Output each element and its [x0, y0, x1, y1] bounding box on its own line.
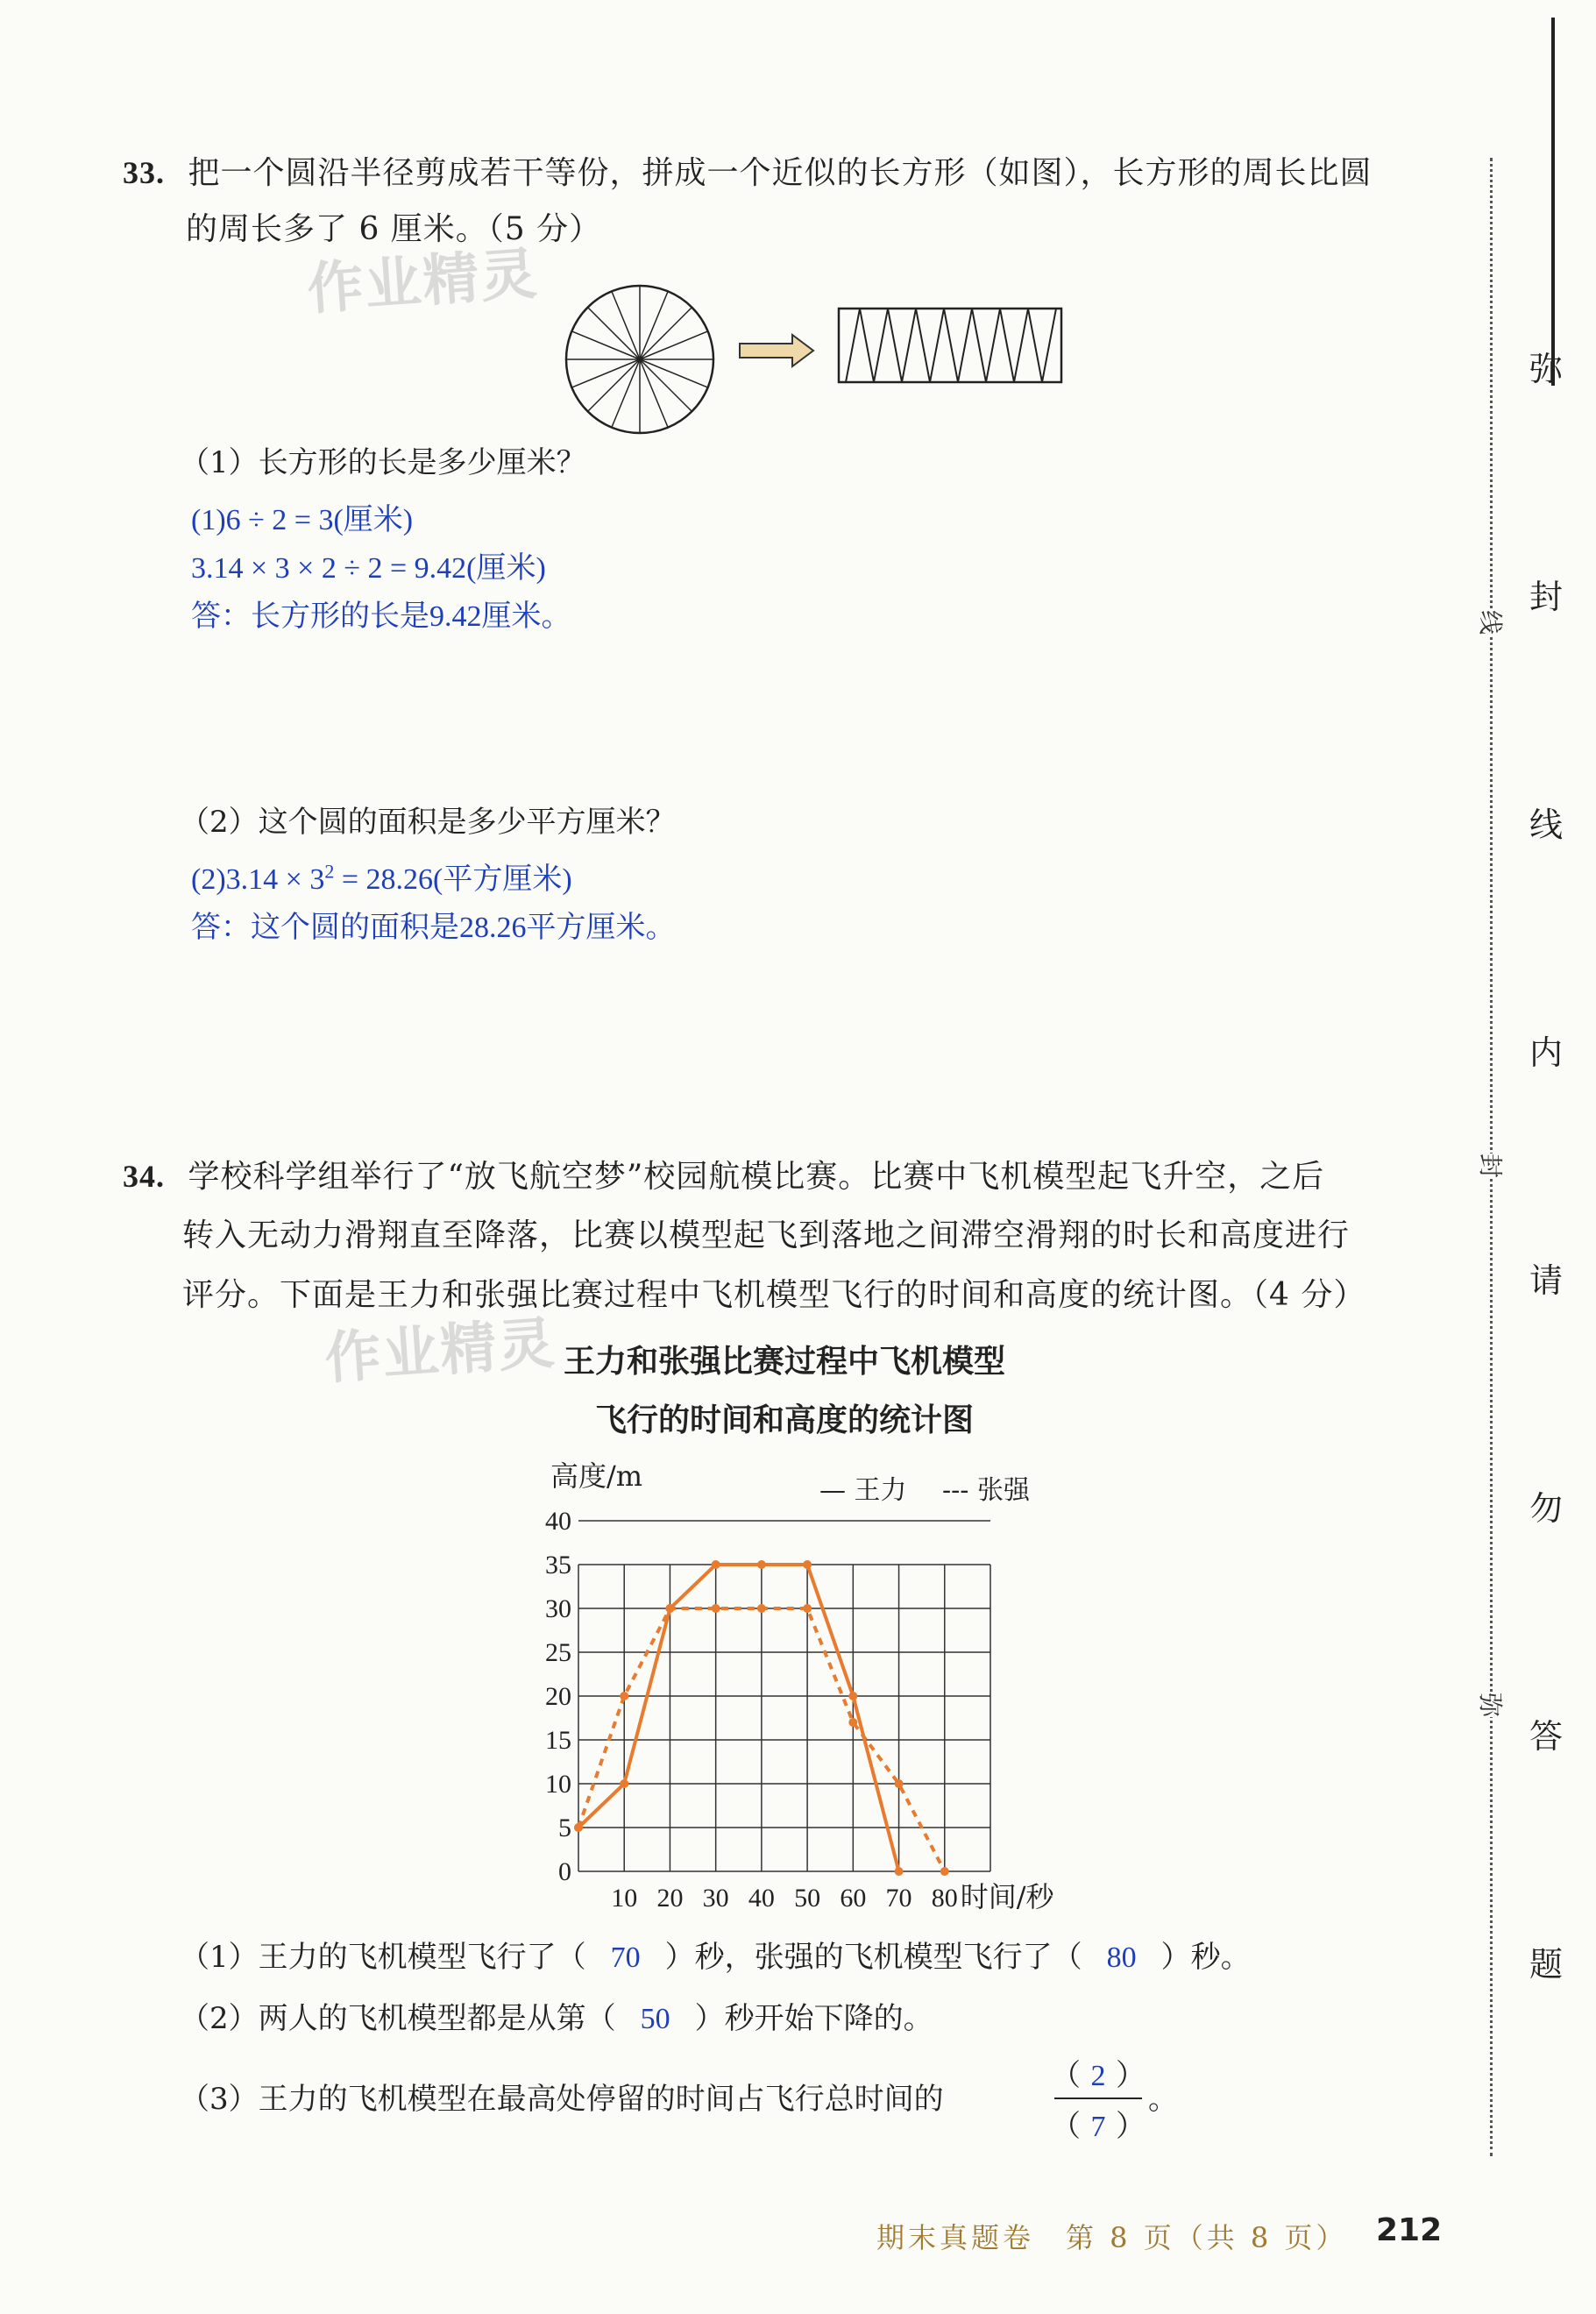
q33-ans1-line1: (1)6 ÷ 2 = 3(厘米) — [191, 504, 414, 536]
q34-line2: 转入无动力滑翔直至降落，比赛以模型起飞到落地之间滞空滑翔的时长和高度进行 — [182, 1217, 1351, 1253]
q34-sub3-num: 2 — [1090, 2060, 1106, 2092]
footer-label: 期末真题卷 第 8 页（共 8 页） — [876, 2221, 1348, 2254]
q34-sub1-ans1: 70 — [610, 1941, 641, 1974]
y-tick-25: 25 — [545, 1638, 571, 1667]
side-char-3: 线 — [1529, 806, 1564, 844]
q34-sub1-a: （1）王力的飞机模型飞行了（ — [180, 1940, 586, 1975]
side-small-2: 封 — [1474, 1153, 1509, 1178]
x-tick-40: 40 — [748, 1884, 775, 1913]
q34-sub1 — [180, 1933, 1251, 1976]
side-small-1: 线 — [1474, 610, 1509, 635]
q33-sub2: （2）这个圆的面积是多少平方厘米？ — [180, 805, 676, 840]
frac-den-row: （ 7 ） — [1051, 2109, 1146, 2144]
series-1-point-7 — [895, 1779, 904, 1788]
x-tick-10: 10 — [611, 1884, 638, 1913]
series-0-point-1 — [620, 1779, 628, 1788]
q33-ans2-sup: 2 — [324, 860, 335, 883]
series-0-point-5 — [803, 1560, 812, 1569]
y-axis-label: 高度/m — [550, 1459, 643, 1493]
series-0-point-6 — [848, 1692, 857, 1700]
q34-sub2-a: （2）两人的飞机模型都是从第（ — [180, 2001, 616, 2036]
x-axis-label: 时间/秒 — [960, 1880, 1054, 1913]
watermark-2: 作业精灵 — [323, 1310, 558, 1393]
line-chart — [517, 1446, 1122, 1920]
x-tick-80: 80 — [931, 1884, 958, 1913]
side-char-7: 答 — [1529, 1717, 1564, 1756]
q34-sub1-b: ）秒，张强的飞机模型飞行了（ — [664, 1940, 1082, 1975]
q34-sub2-ans: 50 — [640, 2003, 670, 2035]
legend-1: --- 张强 — [942, 1475, 1030, 1506]
q33-ans1-line2: 3.14 × 3 × 2 ÷ 2 = 9.42(厘米) — [191, 552, 546, 585]
q34-sub2 — [180, 1994, 933, 2037]
legend-0: — 王力 — [819, 1475, 907, 1506]
q34-number: 34. — [123, 1159, 165, 1194]
y-tick-0: 0 — [558, 1857, 571, 1886]
series-0-point-4 — [757, 1560, 766, 1569]
y-tick-20: 20 — [545, 1682, 571, 1711]
q33-ans2-line1 — [191, 855, 572, 898]
q33-ans2-pre: (2)3.14 × 3 — [191, 863, 325, 896]
q34-sub3-fraction — [1046, 2051, 1151, 2147]
page-number: 212 — [1376, 2212, 1443, 2248]
side-small-3: 弥 — [1474, 1693, 1509, 1717]
y-tick-30: 30 — [545, 1594, 571, 1623]
chart-title-2: 飞行的时间和高度的统计图 — [594, 1402, 974, 1438]
y-tick-35: 35 — [545, 1551, 571, 1579]
side-char-4: 内 — [1529, 1033, 1564, 1072]
q34-sub1-c: ）秒。 — [1160, 1940, 1251, 1975]
x-tick-20: 20 — [656, 1884, 684, 1913]
q34-sub3 — [180, 2075, 944, 2118]
x-tick-50: 50 — [794, 1884, 821, 1913]
series-1-point-2 — [665, 1604, 674, 1613]
q34-text-1: 学校科学组举行了“放飞航空梦”校园航模比赛。比赛中飞机模型起飞升空，之后 — [188, 1159, 1325, 1195]
q33-ans1-line3: 答：长方形的长是9.42厘米。 — [191, 600, 571, 633]
q33-ans2-post: = 28.26(平方厘米) — [334, 863, 572, 896]
q34-line1 — [123, 1148, 1324, 1205]
q34-sub2-b: ）秒开始下降的。 — [694, 2001, 933, 2036]
x-tick-70: 70 — [885, 1884, 912, 1913]
y-tick-15: 15 — [545, 1726, 571, 1755]
q33-sub1: （1）长方形的长是多少厘米？ — [180, 445, 586, 480]
series-0-point-7 — [895, 1867, 904, 1876]
series-1-point-1 — [620, 1692, 628, 1700]
y-tick-40: 40 — [545, 1507, 571, 1536]
q34-sub3-den: 7 — [1090, 2111, 1106, 2143]
watermark-1: 作业精灵 — [305, 241, 541, 323]
circle-figure — [561, 280, 719, 438]
q33-number: 33. — [123, 155, 165, 190]
side-char-2: 封 — [1529, 578, 1564, 616]
fraction-bar — [1054, 2098, 1142, 2099]
series-1-point-5 — [803, 1604, 812, 1613]
x-tick-60: 60 — [840, 1884, 867, 1913]
side-char-8: 题 — [1529, 1945, 1564, 1984]
q33-ans2-line2: 答：这个圆的面积是28.26平方厘米。 — [191, 912, 676, 944]
q34-sub1-ans2: 80 — [1106, 1941, 1137, 1974]
page-edge-line — [1551, 18, 1555, 386]
q34-sub3-a: （3）王力的飞机模型在最高处停留的时间占飞行总时间的 — [180, 2082, 944, 2117]
side-char-5: 请 — [1529, 1261, 1564, 1300]
chart-title-1: 王力和张强比赛过程中飞机模型 — [563, 1344, 1005, 1380]
series-1-point-3 — [712, 1604, 720, 1613]
arrow-icon — [738, 333, 817, 368]
side-char-6: 勿 — [1529, 1489, 1564, 1528]
y-tick-5: 5 — [558, 1814, 571, 1842]
y-tick-10: 10 — [545, 1770, 571, 1799]
side-char-1: 弥 — [1529, 350, 1564, 388]
q33-line2: 的周长多了 6 厘米。（5 分） — [186, 211, 602, 247]
series-1-point-0 — [574, 1823, 583, 1832]
frac-num-row: （ 2 ） — [1051, 2058, 1146, 2093]
series-0-point-3 — [712, 1560, 720, 1569]
q34-line3: 评分。下面是王力和张强比赛过程中飞机模型飞行的时间和高度的统计图。（4 分） — [182, 1277, 1366, 1313]
q33-line1 — [123, 145, 1372, 202]
rectangle-figure — [837, 307, 1065, 386]
series-1-point-4 — [757, 1604, 766, 1613]
series-1-point-8 — [940, 1867, 949, 1876]
q34-sub3-end: 。 — [1148, 2082, 1178, 2117]
q33-text-1: 把一个圆沿半径剪成若干等份，拼成一个近似的长方形（如图），长方形的周长比圆 — [188, 155, 1373, 191]
x-tick-30: 30 — [702, 1884, 729, 1913]
series-1-point-6 — [848, 1718, 857, 1727]
